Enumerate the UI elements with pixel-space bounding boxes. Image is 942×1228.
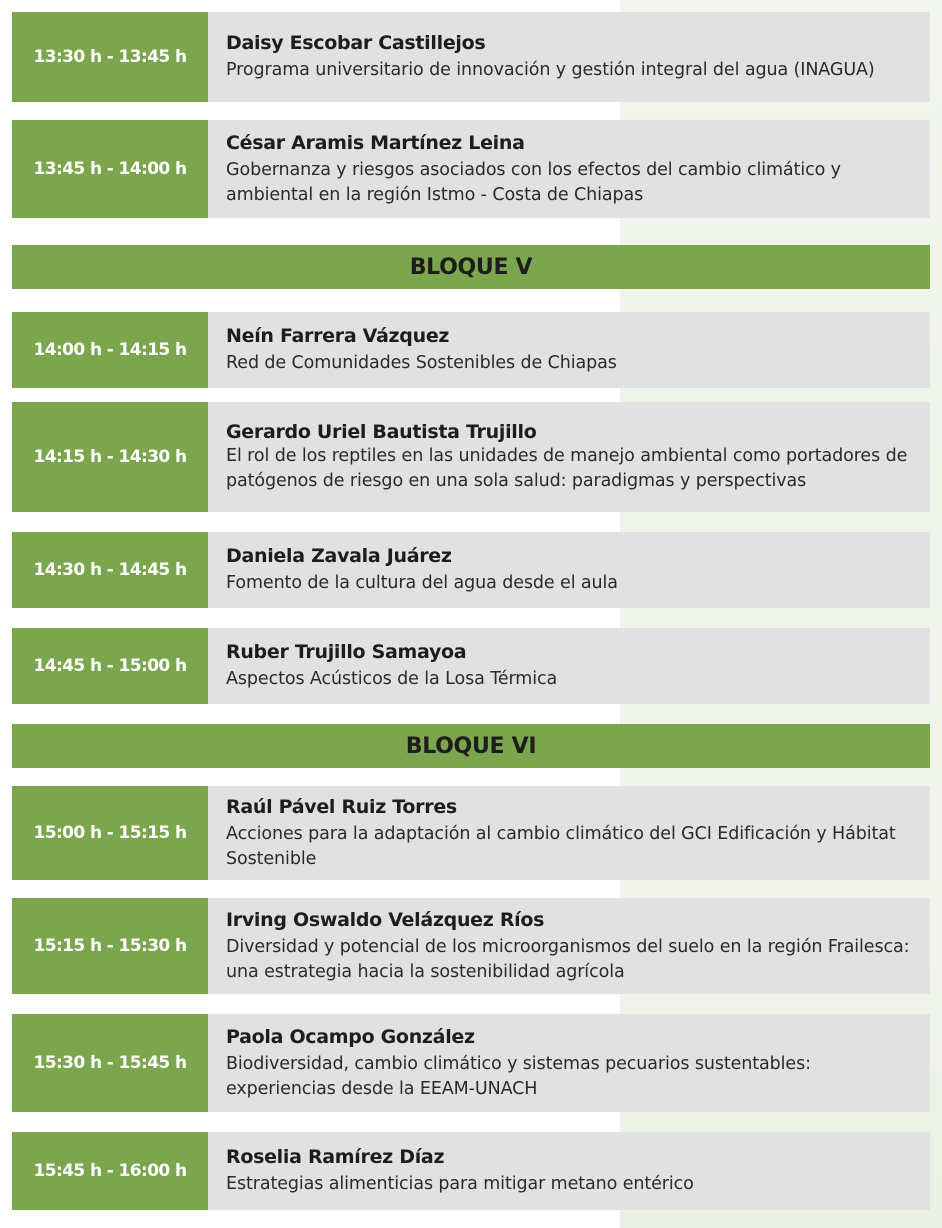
- session-row: [12, 628, 930, 704]
- talk-title: Programa universitario de innovación y gestión integral del agua (INAGUA): [226, 60, 875, 80]
- talk-title: Fomento de la cultura del agua desde el aula: [226, 573, 618, 593]
- session-row: [12, 120, 930, 218]
- session-details: [208, 898, 930, 994]
- speaker-name: Raúl Pável Ruiz Torres: [226, 795, 457, 818]
- talk-title: El rol de los reptiles en las unidades de manejo ambiental como portadores de patógenos de riesgo en una sola salud: paradigmas y perspectivas: [226, 446, 908, 491]
- session-time: 15:15 h - 15:30 h: [12, 898, 208, 994]
- session-row: [12, 1132, 930, 1210]
- session-time: 15:45 h - 16:00 h: [12, 1132, 208, 1210]
- speaker-name: Daniela Zavala Juárez: [226, 545, 452, 567]
- talk-title: Estrategias alimenticias para mitigar metano entérico: [226, 1174, 694, 1194]
- session-time: 13:45 h - 14:00 h: [12, 120, 208, 218]
- session-details: [208, 786, 930, 880]
- session-row: [12, 12, 930, 102]
- session-details: [208, 120, 930, 218]
- session-row: [12, 786, 930, 880]
- speaker-name: Ruber Trujillo Samayoa: [226, 641, 467, 663]
- talk-title: Gobernanza y riesgos asociados con los efectos del cambio climático y ambiental en la región Istmo - Costa de Chiapas: [226, 159, 841, 205]
- talk-title: Red de Comunidades Sostenibles de Chiapas: [226, 353, 617, 373]
- session-details: [208, 12, 930, 102]
- session-details: [208, 402, 930, 512]
- speaker-name: Neín Farrera Vázquez: [226, 325, 450, 347]
- talk-title: Biodiversidad, cambio climático y sistemas pecuarios sustentables: experiencias desde la EEAM-UNACH: [226, 1053, 811, 1099]
- speaker-name: Roselia Ramírez Díaz: [226, 1146, 445, 1168]
- session-time: 14:45 h - 15:00 h: [12, 628, 208, 704]
- session-row: [12, 1014, 930, 1112]
- session-row: [12, 402, 930, 512]
- talk-title: Acciones para la adaptación al cambio climático del GCI Edificación y Hábitat Sostenible: [226, 823, 896, 869]
- session-time: 15:30 h - 15:45 h: [12, 1014, 208, 1112]
- session-row: [12, 898, 930, 994]
- block-header-vi: BLOQUE VI: [12, 724, 930, 768]
- session-time: 13:30 h - 13:45 h: [12, 12, 208, 102]
- speaker-name: César Aramis Martínez Leina: [226, 131, 525, 154]
- session-time: 14:15 h - 14:30 h: [12, 402, 208, 512]
- session-time: 15:00 h - 15:15 h: [12, 786, 208, 880]
- speaker-name: Daisy Escobar Castillejos: [226, 32, 486, 54]
- session-row: [12, 312, 930, 388]
- talk-title: Aspectos Acústicos de la Losa Térmica: [226, 669, 558, 689]
- speaker-name: Irving Oswaldo Velázquez Ríos: [226, 908, 545, 931]
- speaker-name: Paola Ocampo González: [226, 1025, 475, 1048]
- session-details: [208, 1132, 930, 1210]
- speaker-name: Gerardo Uriel Bautista Trujillo: [226, 421, 537, 443]
- session-details: [208, 532, 930, 608]
- block-header-v: BLOQUE V: [12, 245, 930, 289]
- talk-title: Diversidad y potencial de los microorganismos del suelo en la región Frailesca: una estrategia hacia la sostenibilidad agrícola: [226, 936, 910, 982]
- session-details: [208, 1014, 930, 1112]
- session-time: 14:00 h - 14:15 h: [12, 312, 208, 388]
- session-time: 14:30 h - 14:45 h: [12, 532, 208, 608]
- session-details: [208, 628, 930, 704]
- session-row: [12, 532, 930, 608]
- session-details: [208, 312, 930, 388]
